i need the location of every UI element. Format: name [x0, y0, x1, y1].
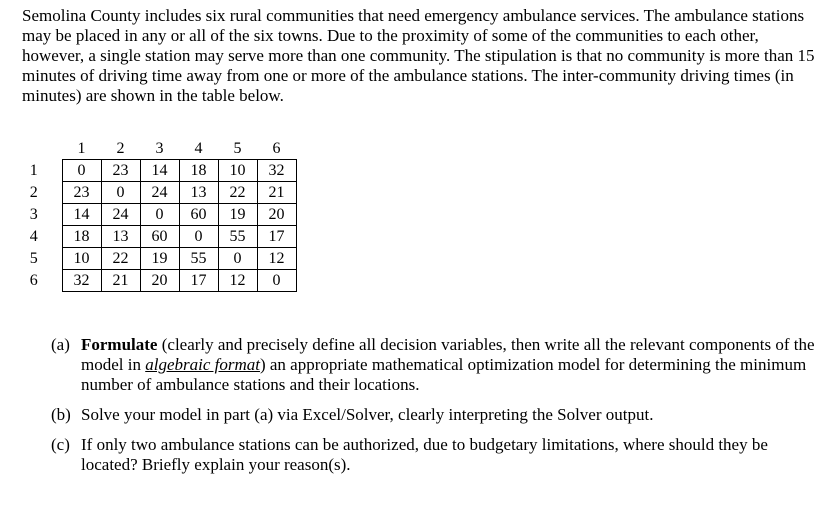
table-cell: 60: [140, 226, 179, 248]
table-cell: 18: [62, 226, 101, 248]
table-cell: 10: [62, 248, 101, 270]
table-cell: 14: [140, 160, 179, 182]
table-cell: 20: [257, 204, 296, 226]
table-cell: 13: [101, 226, 140, 248]
table-cell: 17: [257, 226, 296, 248]
table-row: [6, 226, 296, 248]
table-cell: 60: [179, 204, 218, 226]
table-cell: 55: [179, 248, 218, 270]
table-row: [6, 248, 296, 270]
driving-time-table: [6, 138, 297, 292]
table-cell: 0: [257, 270, 296, 292]
column-header: 6: [272, 139, 281, 157]
row-header: 5: [29, 249, 38, 267]
part-a-emphasis: algebraic format: [145, 355, 260, 374]
table-cell: 24: [101, 204, 140, 226]
table-cell: 19: [140, 248, 179, 270]
table-header-row: [6, 138, 296, 160]
part-b-text: Solve your model in part (a) via Excel/Solver, clearly interpreting the Solver output.: [81, 405, 654, 424]
table-cell: 0: [140, 204, 179, 226]
part-a-text: [81, 335, 821, 395]
table-cell: 18: [179, 160, 218, 182]
column-header: 1: [77, 139, 86, 157]
part-a: [51, 335, 821, 395]
row-header: 6: [29, 271, 38, 289]
question-parts: [51, 335, 821, 485]
part-a-bold-lead: Formulate: [81, 335, 158, 354]
table-cell: 32: [62, 270, 101, 292]
row-header: 1: [29, 161, 38, 179]
table-corner: [6, 138, 62, 160]
table-cell: 0: [101, 182, 140, 204]
table-cell: 19: [218, 204, 257, 226]
table-cell: 20: [140, 270, 179, 292]
table-cell: 22: [218, 182, 257, 204]
table-cell: 23: [101, 160, 140, 182]
table-cell: 10: [218, 160, 257, 182]
table-cell: 22: [101, 248, 140, 270]
part-b: [51, 405, 821, 425]
table-cell: 12: [257, 248, 296, 270]
table-row: [6, 270, 296, 292]
part-b-tag: (b): [51, 405, 71, 424]
part-c-tag: (c): [51, 435, 70, 454]
part-c-text: If only two ambulance stations can be authorized, due to budgetary limitations, where should they be located? Briefly explain your reason(s).: [81, 435, 768, 474]
table-cell: 12: [218, 270, 257, 292]
table-cell: 13: [179, 182, 218, 204]
table-cell: 23: [62, 182, 101, 204]
row-header: 2: [29, 183, 38, 201]
table-cell: 0: [179, 226, 218, 248]
table-cell: 21: [101, 270, 140, 292]
table-cell: 0: [62, 160, 101, 182]
table-row: [6, 204, 296, 226]
part-a-text-before: (clearly and precisely define all decision variables, then write all the relevant components of the model in: [81, 335, 815, 374]
table-cell: 21: [257, 182, 296, 204]
column-header: 5: [233, 139, 242, 157]
table-row: [6, 160, 296, 182]
table-row: [6, 182, 296, 204]
part-a-tag: (a): [51, 335, 70, 354]
row-header: 3: [29, 205, 38, 223]
table-cell: 17: [179, 270, 218, 292]
row-header: 4: [29, 227, 38, 245]
problem-statement: Semolina County includes six rural communities that need emergency ambulance services. The ambulance stations may be placed in any or all of the six towns. Due to the proximity of some of the communities to each other, however, a single station may serve more than one community. The stipulation is that no community is more than 15 minutes of driving time away from one or more of the ambulance stations. The inter-community driving times (in minutes) are shown in the table below.: [22, 6, 815, 105]
table-cell: 24: [140, 182, 179, 204]
table-cell: 0: [218, 248, 257, 270]
part-a-text-after: ) an appropriate mathematical optimization model for determining the minimum number of ambulance stations and their locations.: [81, 355, 807, 394]
table-cell: 55: [218, 226, 257, 248]
column-header: 4: [194, 139, 203, 157]
column-header: 2: [116, 139, 125, 157]
table-cell: 14: [62, 204, 101, 226]
column-header: 3: [155, 139, 164, 157]
part-c: [51, 435, 821, 475]
table-cell: 32: [257, 160, 296, 182]
